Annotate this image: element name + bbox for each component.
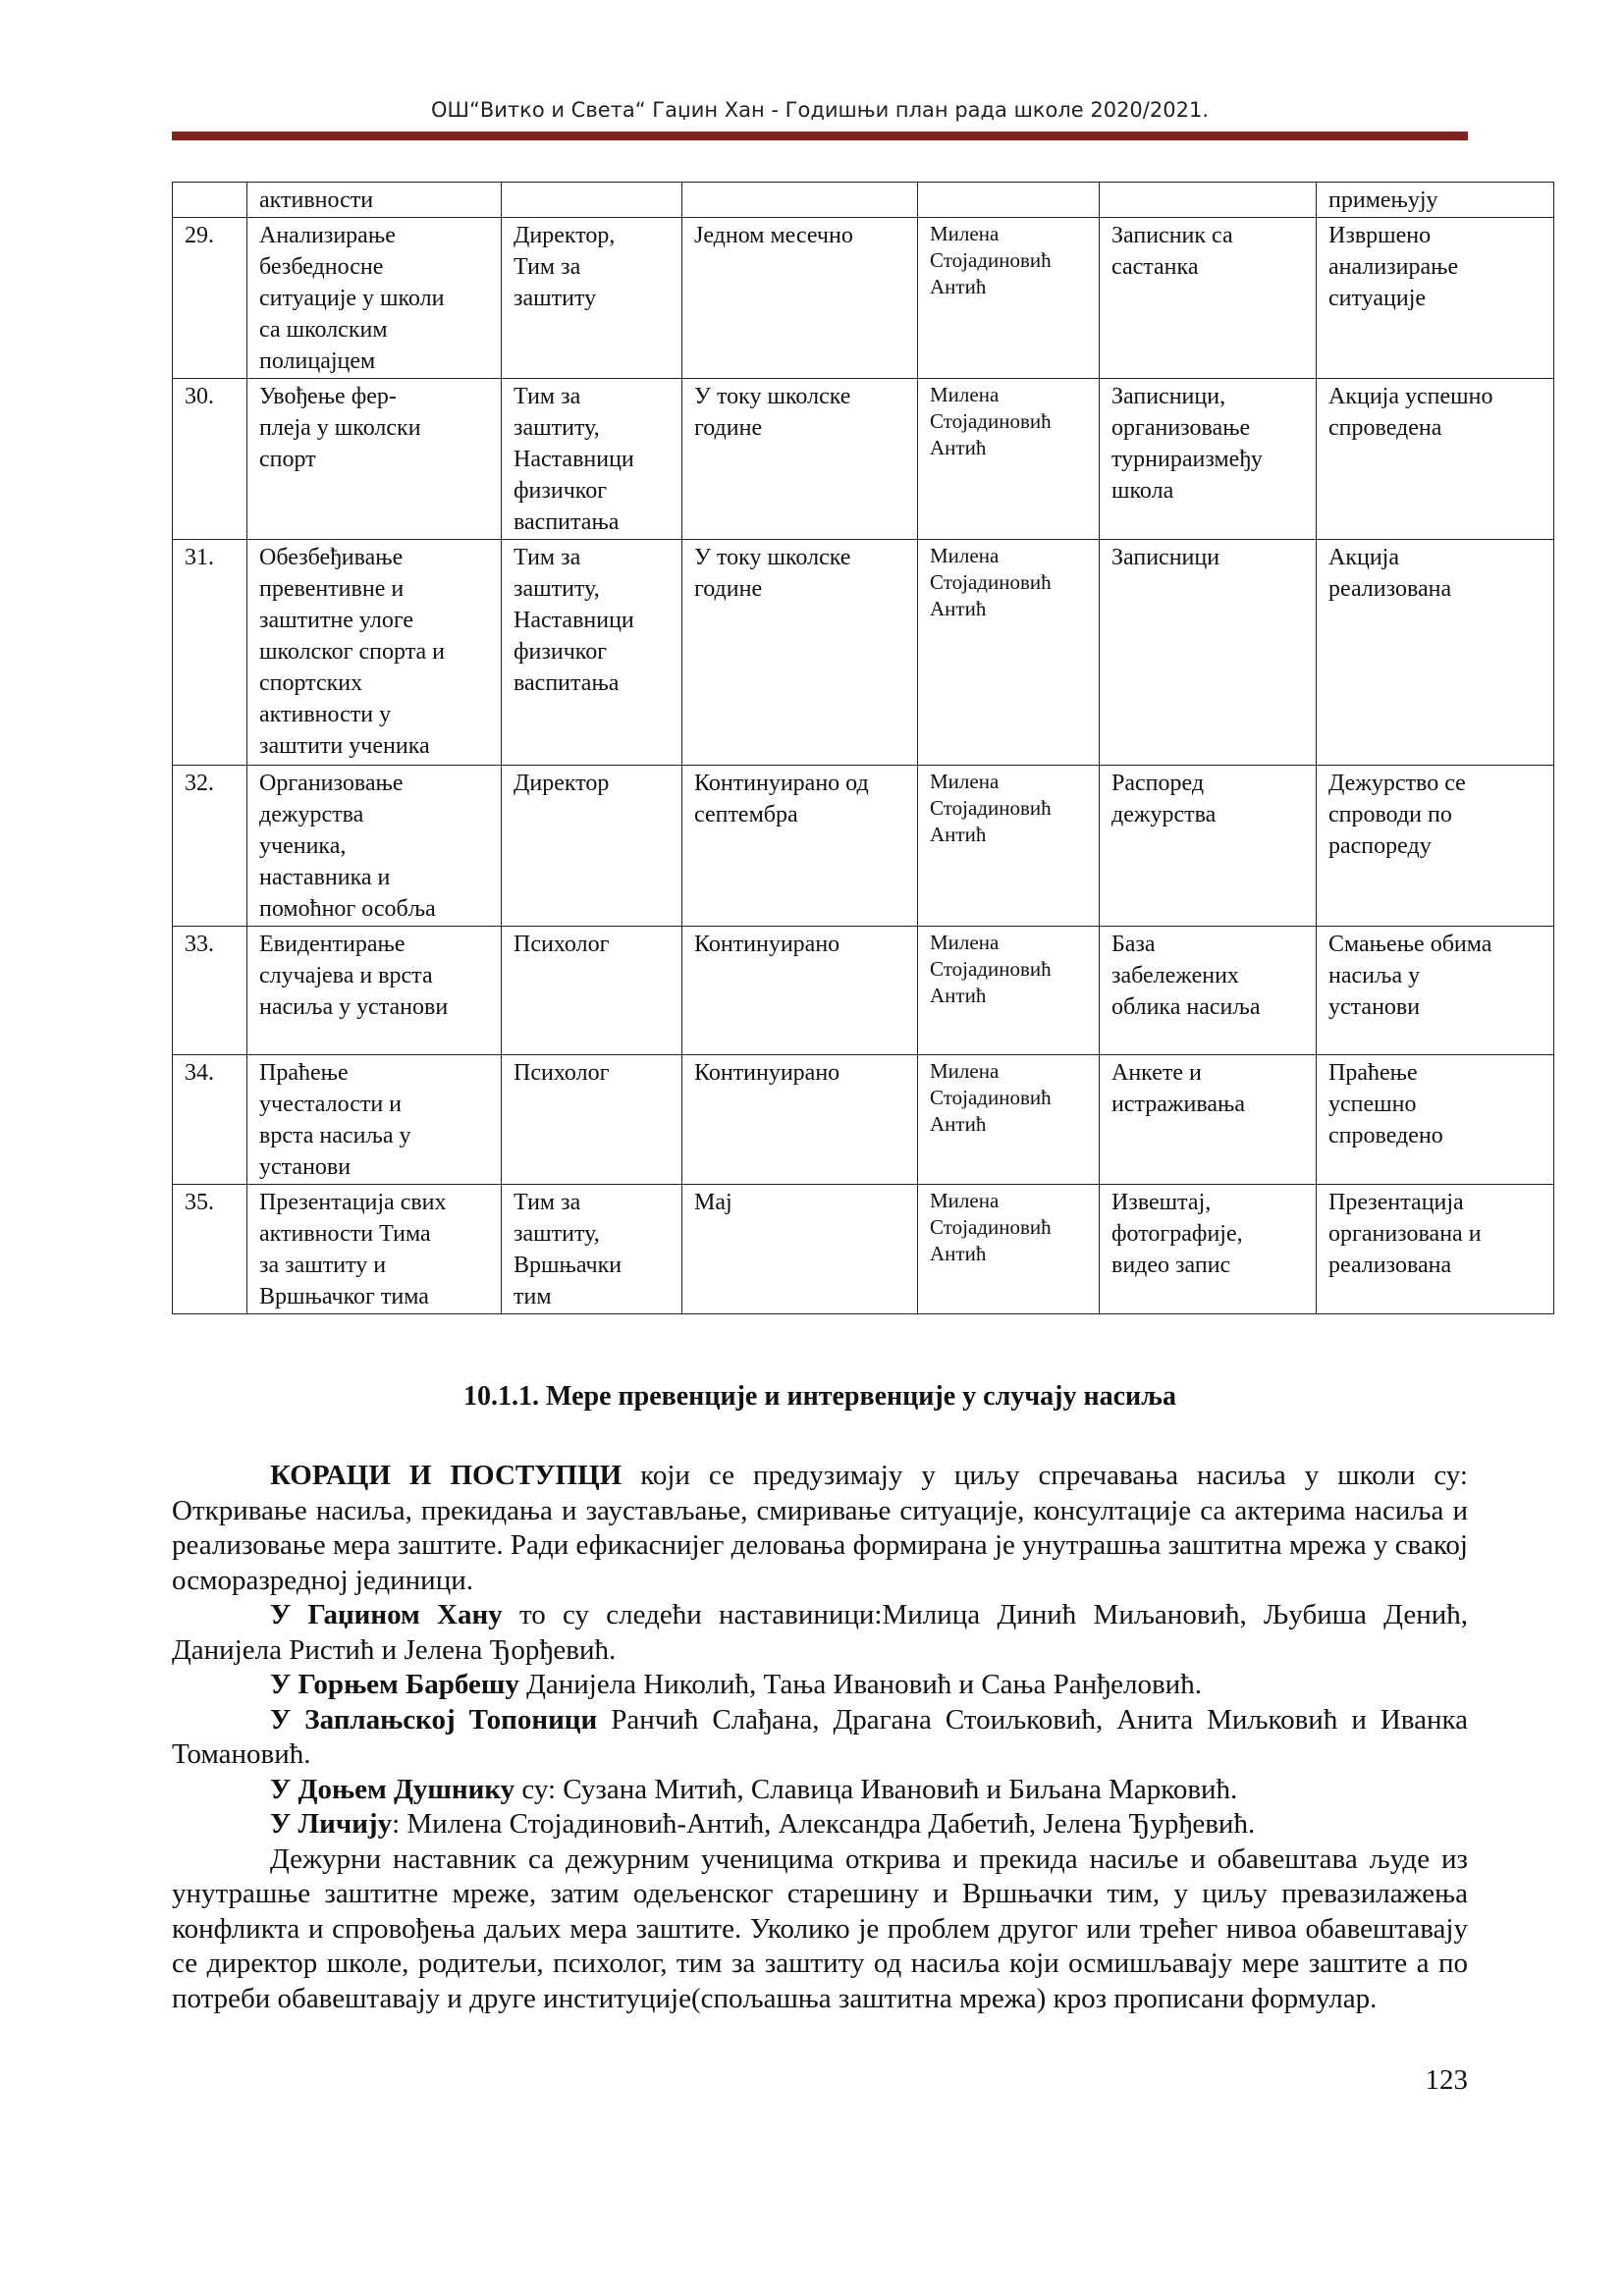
paragraph-lead: У Личију [270,1808,393,1840]
paragraph [172,1842,1468,2017]
time-cell: У току школске године [682,379,918,540]
paragraph-text: Дежурни наставник са дежурним ученицима открива и прекида насиље и обавештава људе из унутрашње заштитне мреже, затим одељенског старешину и Вршњачки тим, у циљу превазилажења конфликта и спровођења даљих мера заштите. Уколико је проблем другог или трећег нивоа обавештавају се директор школе, родитељи, психолог, тим за заштиту од насиља који осмишљавају мере заштите а по потреби обавештавају и друге институције(спољашња заштитна мрежа) кроз прописани формулар. [172,1842,1468,2014]
time-cell [682,183,918,218]
table-row [173,927,1554,1055]
activity-cell: Евидентирање случајева и врста насиља у установи [247,927,502,1055]
evidence-cell: Записници [1100,540,1317,766]
holders-cell: Тим за заштиту, Вршњачки тим [502,1185,682,1314]
holders-cell: Тим за заштиту, Наставници физичког васпитања [502,540,682,766]
paragraph-text: су: Сузана Митић, Славица Ивановић и Биљана Марковић. [514,1773,1238,1805]
row-number: 32. [173,766,247,927]
section-title: 10.1.1. Мере превенције и интервенције у случају насиља [463,1381,1176,1412]
paragraph [172,1773,1468,1808]
table-row [173,218,1554,379]
table-row [173,1055,1554,1185]
evidence-cell: Анкете и истраживања [1100,1055,1317,1185]
activity-cell: активности [247,183,502,218]
table-row [173,183,1554,218]
row-number: 34. [173,1055,247,1185]
body-text [172,1459,1468,2099]
holders-cell: Психолог [502,1055,682,1185]
responsible-cell: Милена Стојадиновић Антић [918,379,1100,540]
holders-cell: Психолог [502,927,682,1055]
outcome-cell: Праћење успешно спроведено [1317,1055,1554,1185]
row-number: 33. [173,927,247,1055]
time-cell: Мај [682,1185,918,1314]
activity-cell: Обезбеђивање превентивне и заштитне улоге школског спорта и спортских активности у заштити ученика [247,540,502,766]
evidence-cell [1100,183,1317,218]
paragraph-lead: У Гаџином Хану [270,1599,503,1630]
outcome-cell: Смањење обима насиља у установи [1317,927,1554,1055]
paragraph [172,1459,1468,1598]
holders-cell: Директор, Тим за заштиту [502,218,682,379]
activity-cell: Презентација свих активности Тима за заштиту и Вршњачког тима [247,1185,502,1314]
responsible-cell: Милена Стојадиновић Антић [918,218,1100,379]
responsible-cell: Милена Стојадиновић Антић [918,1055,1100,1185]
activity-plan-table [172,182,1554,1314]
paragraph-lead: У Горњем Барбешу [270,1669,519,1700]
paragraph-text: који се предузимају у циљу спречавања насиља у школи су: Откривање насиља, прекидања и заустављање, смиривање ситуације, консултације са актерима насиља и реализовање мера заштите. Ради ефикаснијег деловања формирана је унутрашња заштитна мрежа у свакој осморазредној јединици. [172,1460,1468,1596]
paragraph [172,1668,1468,1703]
evidence-cell: Записник са састанка [1100,218,1317,379]
time-cell: Континуирано [682,927,918,1055]
paragraph-lead: У Заплањској Топоници [270,1703,598,1735]
responsible-cell [918,183,1100,218]
paragraph-text: то су следећи наставиници:Милица Динић Миљановић, Љубиша Денић, Данијела Ристић и Јелена Ђорђевић. [172,1599,1468,1666]
table-row [173,1185,1554,1314]
outcome-cell: Дежурство се спроводи по распореду [1317,766,1554,927]
outcome-cell: примењују [1317,183,1554,218]
paragraph-text: Данијела Николић, Тања Ивановић и Сања Ранђеловић. [518,1669,1202,1700]
table-row [173,540,1554,766]
time-cell: Континуирано [682,1055,918,1185]
evidence-cell: Распоред дежурства [1100,766,1317,927]
evidence-cell: База забележених облика насиља [1100,927,1317,1055]
outcome-cell: Акција успешно спроведена [1317,379,1554,540]
outcome-cell: Презентација организована и реализована [1317,1185,1554,1314]
activity-cell: Увођење фер- плеја у школски спорт [247,379,502,540]
time-cell: Једном месечно [682,218,918,379]
header-divider [172,132,1468,140]
row-number [173,183,247,218]
responsible-cell: Милена Стојадиновић Антић [918,540,1100,766]
row-number: 31. [173,540,247,766]
responsible-cell: Милена Стојадиновић Антић [918,766,1100,927]
responsible-cell: Милена Стојадиновић Антић [918,1185,1100,1314]
paragraph-lead: У Доњем Душнику [270,1773,515,1805]
time-cell: У току школске године [682,540,918,766]
paragraph-text: : Милена Стојадиновић-Антић, Александра Дабетић, Јелена Ђурђевић. [392,1808,1256,1840]
paragraph [172,1807,1468,1842]
paragraph [172,1598,1468,1668]
activity-cell: Анализирање безбедносне ситуације у школи са школским полицајцем [247,218,502,379]
paragraph [172,1703,1468,1773]
page-header-title: ОШ“Витко и Света“ Гаџин Хан - Годишњи план рада школе 2020/2021. [431,98,1209,122]
paragraph-lead: КОРАЦИ И ПОСТУПЦИ [270,1460,623,1491]
holders-cell: Тим за заштиту, Наставници физичког васпитања [502,379,682,540]
evidence-cell: Извештај, фотографије, видео запис [1100,1185,1317,1314]
responsible-cell: Милена Стојадиновић Антић [918,927,1100,1055]
table-row [173,766,1554,927]
table-row [173,379,1554,540]
outcome-cell: Извршено анализирање ситуације [1317,218,1554,379]
holders-cell [502,183,682,218]
holders-cell: Директор [502,766,682,927]
activity-cell: Организовање дежурства ученика, наставника и помоћног особља [247,766,502,927]
activity-cell: Праћење учесталости и врста насиља у установи [247,1055,502,1185]
outcome-cell: Акција реализована [1317,540,1554,766]
row-number: 30. [173,379,247,540]
row-number: 29. [173,218,247,379]
time-cell: Континуирано од септембра [682,766,918,927]
row-number: 35. [173,1185,247,1314]
evidence-cell: Записници, организовање турнираизмеђу школа [1100,379,1317,540]
page-number: 123 [1425,2064,1468,2096]
paragraph-text: Ранчић Слађана, Драгана Стоиљковић, Анита Миљковић и Иванка Томановић. [172,1703,1468,1770]
